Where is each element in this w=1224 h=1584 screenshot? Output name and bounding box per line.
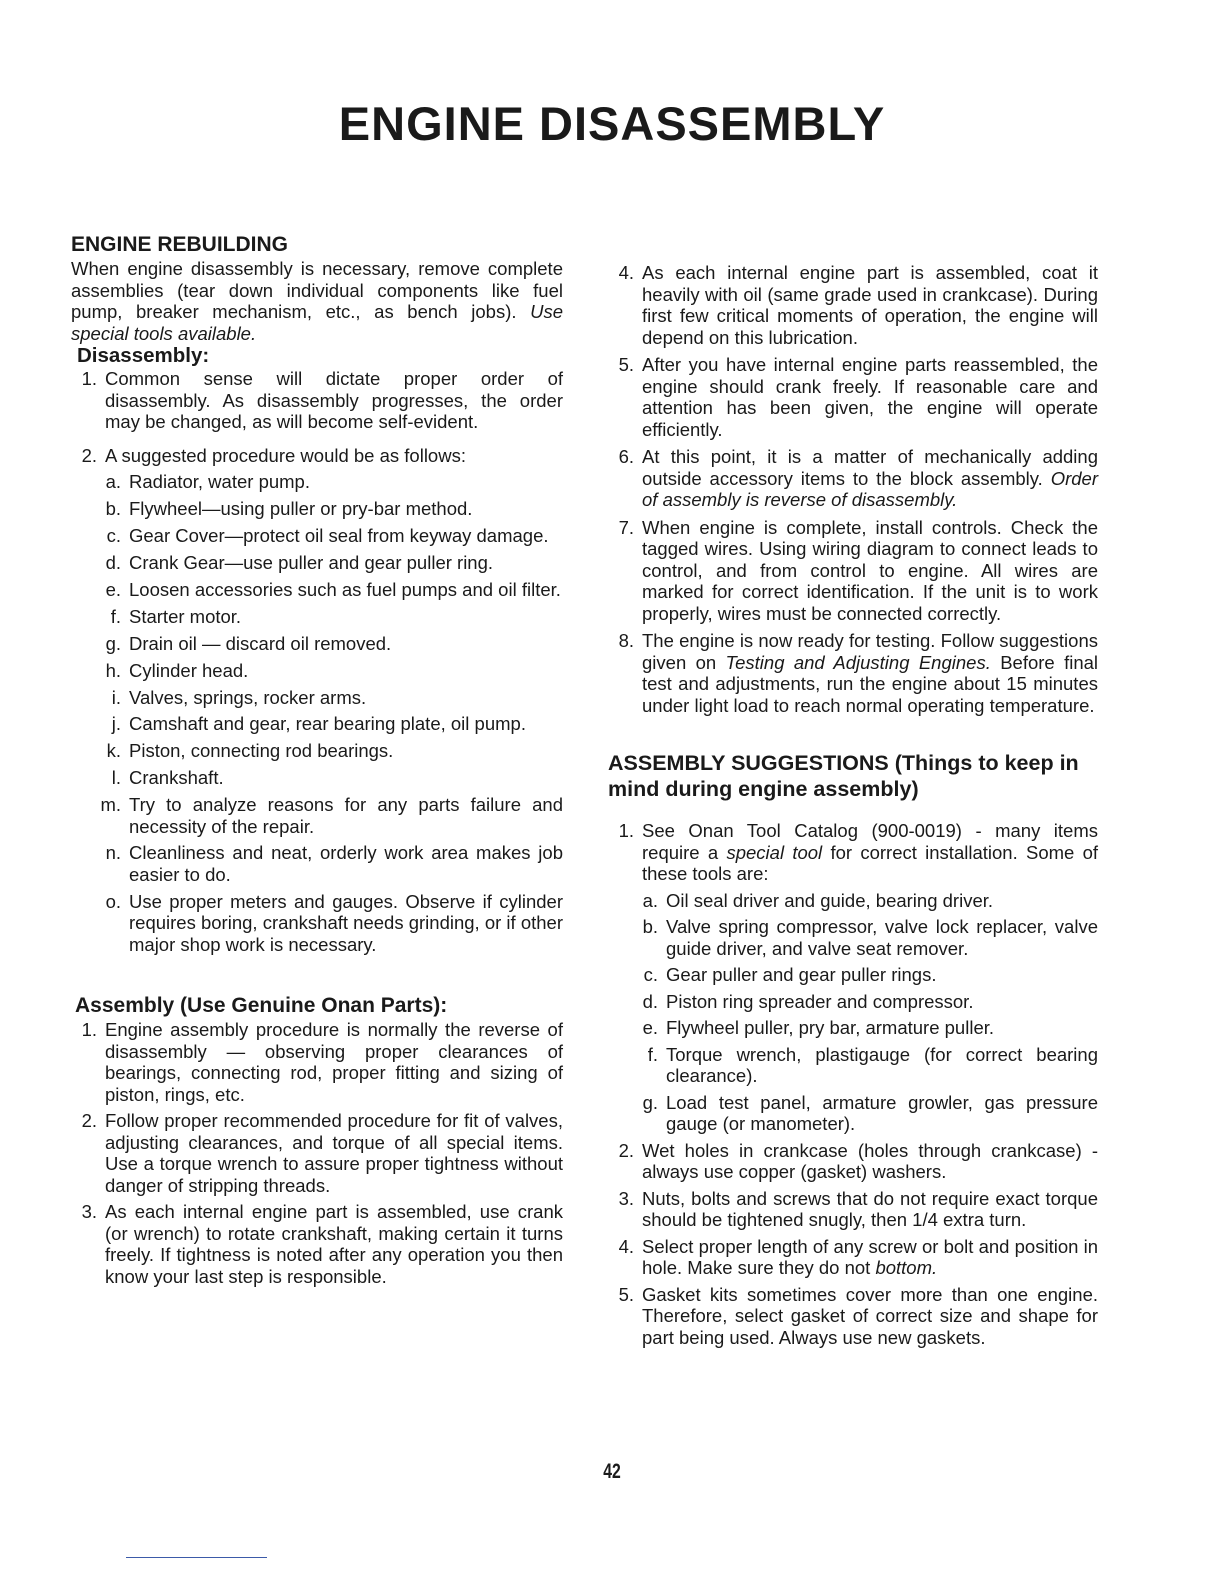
engine-rebuilding-intro: [71, 258, 563, 344]
item-text: Valves, springs, rocker arms.: [129, 686, 367, 708]
engine-rebuilding-heading: ENGINE REBUILDING: [71, 233, 289, 256]
procedure-step: [99, 687, 563, 709]
item-number: 4.: [618, 262, 634, 283]
item-text: Gasket kits sometimes cover more than one engine. Therefore, select gasket of correct size and shape for part being used. Always use new gaskets.: [642, 1283, 1098, 1348]
suggestion-list: [608, 1140, 1098, 1231]
assembly-item: [71, 1201, 563, 1287]
item-letter: c.: [106, 525, 121, 547]
item-number: 3.: [81, 1201, 97, 1223]
item1-text-b: for correct installation. Some of these tools are:: [642, 841, 1099, 884]
item-text: Camshaft and gear, rear bearing plate, oil pump.: [129, 713, 526, 735]
item-text: Torque wrench, plastigauge (for correct bearing clearance).: [666, 1043, 1098, 1086]
item-text: [105, 1110, 563, 1196]
item8-text-a: The engine is now ready for testing. Follow suggestions given on: [642, 630, 1098, 673]
item-text: Try to analyze reasons for any parts failure and necessity of the repair.: [129, 794, 563, 837]
tool-item: [636, 1017, 1098, 1039]
tool-item: [636, 991, 1098, 1013]
procedure-step: [99, 842, 563, 885]
assembly-item: [608, 262, 1098, 348]
procedure-step: [99, 525, 563, 547]
item-letter: d.: [105, 552, 121, 574]
item-letter: h.: [105, 659, 121, 681]
item-number: 1.: [618, 820, 634, 841]
item-number: 2.: [81, 1110, 97, 1132]
item-body: Nuts, bolts and screws that do not require exact torque should be tightened snugly, then 1/4 extra turn.: [642, 1187, 1098, 1230]
left-column: [71, 232, 563, 1287]
item-body: Wet holes in crankcase (holes through crankcase) - always use copper (gasket) washers.: [642, 1139, 1098, 1182]
item-text: Drain oil — discard oil removed.: [129, 632, 392, 654]
item-letter: d.: [642, 990, 658, 1012]
item-body: As each internal engine part is assembled, coat it heavily with oil (same grade used in crankcase). During first few critical moments of operation, the engine will depend on this lubrication.: [642, 262, 1098, 348]
suggestion-item-4: [608, 1236, 1098, 1279]
item-letter: g.: [105, 632, 121, 654]
item-text: Crankshaft.: [129, 767, 224, 789]
item-text: Flywheel—using puller or pry-bar method.: [129, 498, 473, 520]
item-body: Follow proper recommended procedure for fit of valves, adjusting clearances, and torque of all special items. Use a torque wrench to assure proper tightness without danger of stripping threads.: [105, 1110, 563, 1196]
item-text: Gear puller and gear puller rings.: [666, 964, 937, 985]
item-letter: b.: [105, 498, 121, 520]
item-letter: n.: [105, 842, 121, 864]
item-text: Piston, connecting rod bearings.: [129, 740, 394, 762]
item-number: 1.: [81, 1019, 97, 1041]
item-letter: a.: [642, 889, 658, 911]
page-number: 42: [603, 1460, 621, 1483]
item-letter: c.: [643, 964, 658, 985]
assembly-suggestions-heading: ASSEMBLY SUGGESTIONS (Things to keep in mind during engine assembly): [608, 751, 1079, 801]
assembly-item: [71, 1110, 563, 1196]
item8-italic: Testing and Adjusting Engines.: [725, 651, 991, 673]
item-number: 5.: [618, 1283, 634, 1305]
item-text: [642, 446, 1098, 511]
item-text: [105, 1019, 563, 1105]
step-number: 2.: [81, 444, 97, 466]
item-text: [642, 354, 1098, 440]
item-letter: e.: [105, 578, 121, 600]
procedure-step: [99, 891, 563, 956]
procedure-step: [99, 713, 563, 735]
procedure-step: [99, 633, 563, 655]
procedure-step: [99, 579, 563, 601]
item-text: Valve spring compressor, valve lock replacer, valve guide driver, and valve seat remover.: [666, 916, 1098, 959]
intro-text: When engine disassembly is necessary, remove complete assemblies (tear down individual components like fuel pump, breaker mechanism, etc., as bench jobs).: [71, 258, 563, 322]
item-number: 8.: [618, 630, 634, 651]
assembly-continued-list: [608, 262, 1098, 624]
item-text: [642, 1236, 1098, 1279]
procedure-step: [99, 767, 563, 789]
step-text: Common sense will dictate proper order of disassembly. As disassembly progresses, the order may be changed, as will become self-evident.: [105, 368, 563, 432]
item-letter: k.: [106, 740, 121, 762]
item-body: As each internal engine part is assembled, use crank (or wrench) to rotate crankshaft, making certain it turns freely. If tightness is noted after any operation you then know your last step is responsible.: [105, 1201, 563, 1287]
intro-italic: Use special tools available.: [71, 301, 564, 344]
step-number: 1.: [81, 368, 97, 389]
tool-item: [636, 1044, 1098, 1087]
item-letter: l.: [111, 767, 121, 789]
item1-italic: special tool: [726, 841, 823, 863]
item-number: 4.: [618, 1235, 634, 1257]
item-text: Radiator, water pump.: [129, 471, 310, 493]
tool-item: [636, 1092, 1098, 1135]
item-number: 5.: [618, 354, 634, 375]
step-text: A suggested procedure would be as follows:: [105, 444, 466, 466]
tool-item: [636, 964, 1098, 986]
item-text: [642, 1140, 1098, 1183]
disassembly-step-1: [71, 368, 563, 433]
tool-item: [636, 890, 1098, 912]
suggestion-item: [608, 1188, 1098, 1231]
item-text: Load test panel, armature growler, gas pressure gauge (or manometer).: [666, 1091, 1098, 1134]
item-letter: a.: [105, 471, 121, 493]
item-number: 3.: [618, 1187, 634, 1209]
item-letter: b.: [642, 916, 658, 937]
item-body: After you have internal engine parts reassembled, the engine should crank freely. If reasonable care and attention has been given, the engine will operate efficiently.: [642, 354, 1098, 440]
item-number: 7.: [618, 516, 634, 538]
item-text: [642, 1188, 1098, 1231]
item-text: [642, 820, 1098, 885]
item-text: Use proper meters and gauges. Observe if cylinder requires boring, crankshaft needs grinding, or if other major shop work is necessary.: [129, 890, 563, 955]
item-letter: m.: [100, 794, 121, 816]
procedure-step: [99, 471, 563, 493]
procedure-step: [99, 794, 563, 837]
item4-text-a: Select proper length of any screw or bolt and position in hole. Make sure they do not: [642, 1235, 1098, 1278]
item-italic: Order of assembly is reverse of disassembly.: [642, 467, 1098, 510]
disassembly-step-2: [71, 445, 563, 467]
item-letter: i.: [111, 686, 121, 708]
item-text: Crank Gear—use puller and gear puller ring.: [129, 552, 494, 574]
procedure-step: [99, 498, 563, 520]
item-text: Gear Cover—protect oil seal from keyway damage.: [129, 525, 549, 547]
assembly-list: [71, 1019, 563, 1287]
procedure-step: [99, 552, 563, 574]
item-text: [642, 630, 1098, 716]
item-text: [642, 262, 1098, 348]
page-title: ENGINE DISASSEMBLY: [338, 97, 886, 150]
assembly-item: [71, 1019, 563, 1105]
assembly-item: [608, 354, 1098, 440]
item-letter: f.: [647, 1043, 658, 1065]
item-text: Loosen accessories such as fuel pumps and oil filter.: [129, 578, 561, 600]
procedure-step: [99, 740, 563, 762]
item4-italic: bottom.: [875, 1257, 938, 1278]
assembly-heading: Assembly (Use Genuine Onan Parts):: [75, 994, 448, 1018]
suggestion-item-1: [608, 820, 1098, 885]
footer-rule: [126, 1557, 267, 1558]
disassembly-procedure-list: [71, 471, 563, 955]
item-letter: o.: [105, 890, 121, 912]
assembly-item-8: [608, 630, 1098, 716]
item-text: Cylinder head.: [129, 659, 249, 681]
procedure-step: [99, 660, 563, 682]
item-number: 6.: [618, 446, 634, 467]
suggestion-item-5: [608, 1284, 1098, 1349]
item-letter: j.: [111, 713, 121, 735]
item-text: Starter motor.: [129, 605, 242, 627]
right-column: [608, 262, 1098, 1348]
assembly-item: [608, 517, 1098, 625]
procedure-step: [99, 606, 563, 628]
item-letter: g.: [642, 1091, 658, 1113]
disassembly-heading: Disassembly:: [77, 344, 210, 367]
suggestion-item: [608, 1140, 1098, 1183]
item1-text-a: See Onan Tool Catalog (900-0019) - many items require a: [642, 820, 1098, 863]
item-body: At this point, it is a matter of mechanically adding outside accessory items to the block assembly.: [642, 446, 1098, 489]
item-text: [105, 1201, 563, 1287]
item-text: Piston ring spreader and compressor.: [666, 990, 974, 1012]
item-number: 2.: [618, 1139, 634, 1161]
item-text: [642, 517, 1098, 625]
special-tools-list: [608, 890, 1098, 1135]
item-text: Oil seal driver and guide, bearing driver.: [666, 889, 994, 911]
item-text: Cleanliness and neat, orderly work area makes job easier to do.: [129, 842, 563, 885]
assembly-item: [608, 446, 1098, 511]
item-letter: f.: [110, 605, 121, 627]
item-text: Flywheel puller, pry bar, armature puller.: [666, 1017, 995, 1038]
item-body: Engine assembly procedure is normally the reverse of disassembly — observing proper clearances of bearings, connecting rod, proper fitting and sizing of piston, rings, etc.: [105, 1019, 563, 1105]
item8-text-b: Before final test and adjustments, run the engine about 15 minutes under light load to reach normal operating temperature.: [642, 651, 1099, 716]
tool-item: [636, 916, 1098, 959]
item-body: When engine is complete, install controls. Check the tagged wires. Using wiring diagram to connect leads to control, and from control to engine. All wires are marked for correct identification. If the unit is to work properly, wires must be connected correctly.: [642, 516, 1098, 624]
item-letter: e.: [642, 1017, 658, 1038]
